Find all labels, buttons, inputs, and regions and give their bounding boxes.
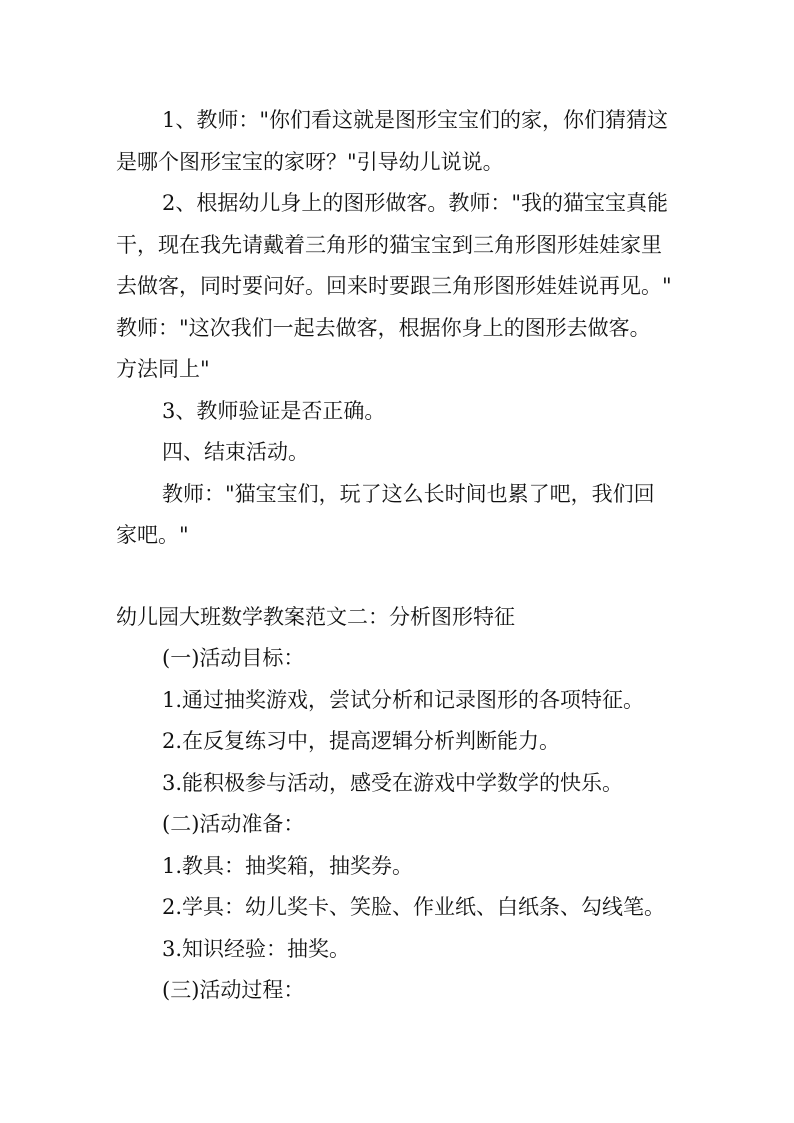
paragraph-line: 去做客，同时要问好。回来时要跟三角形图形娃娃说再见。" bbox=[116, 274, 672, 298]
paragraph-line: 1、教师："你们看这就是图形宝宝们的家，你们猜猜这 bbox=[162, 108, 669, 132]
paragraph-line: 是哪个图形宝宝的家呀？"引导幼儿说说。 bbox=[116, 149, 504, 174]
section-heading: (三)活动过程： bbox=[162, 978, 305, 1002]
list-item: 1.通过抽奖游戏，尝试分析和记录图形的各项特征。 bbox=[162, 687, 645, 712]
paragraph-line: 方法同上" bbox=[116, 357, 210, 381]
section-heading: (二)活动准备： bbox=[162, 812, 305, 836]
paragraph-line: 教师："猫宝宝们，玩了这么长时间也累了吧，我们回 bbox=[162, 481, 655, 506]
section-heading: 四、结束活动。 bbox=[162, 440, 309, 464]
paragraph-line: 教师："这次我们一起去做客，根据你身上的图形去做客。 bbox=[116, 315, 651, 340]
list-item: 3.知识经验：抽奖。 bbox=[162, 936, 351, 961]
list-item: 2.学具：幼儿奖卡、笑脸、作业纸、白纸条、勾线笔。 bbox=[162, 895, 666, 919]
paragraph-line: 干，现在我先请戴着三角形的猫宝宝到三角形图形娃娃家里 bbox=[116, 232, 662, 257]
paragraph-line: 3、教师验证是否正确。 bbox=[162, 398, 386, 423]
document-subtitle: 幼儿园大班数学教案范文二：分析图形特征 bbox=[116, 604, 515, 629]
list-item: 3.能积极参与活动，感受在游戏中学数学的快乐。 bbox=[162, 770, 624, 795]
document-body bbox=[116, 100, 688, 1012]
paragraph-line: 2、根据幼儿身上的图形做客。教师："我的猫宝宝真能 bbox=[162, 191, 669, 215]
paragraph-line: 家吧。" bbox=[116, 523, 189, 547]
list-item: 1.教具：抽奖箱，抽奖券。 bbox=[162, 853, 414, 878]
paragraph-gap bbox=[116, 557, 688, 597]
section-heading: (一)活动目标： bbox=[162, 646, 305, 670]
list-item: 2.在反复练习中，提高逻辑分析判断能力。 bbox=[162, 729, 561, 753]
